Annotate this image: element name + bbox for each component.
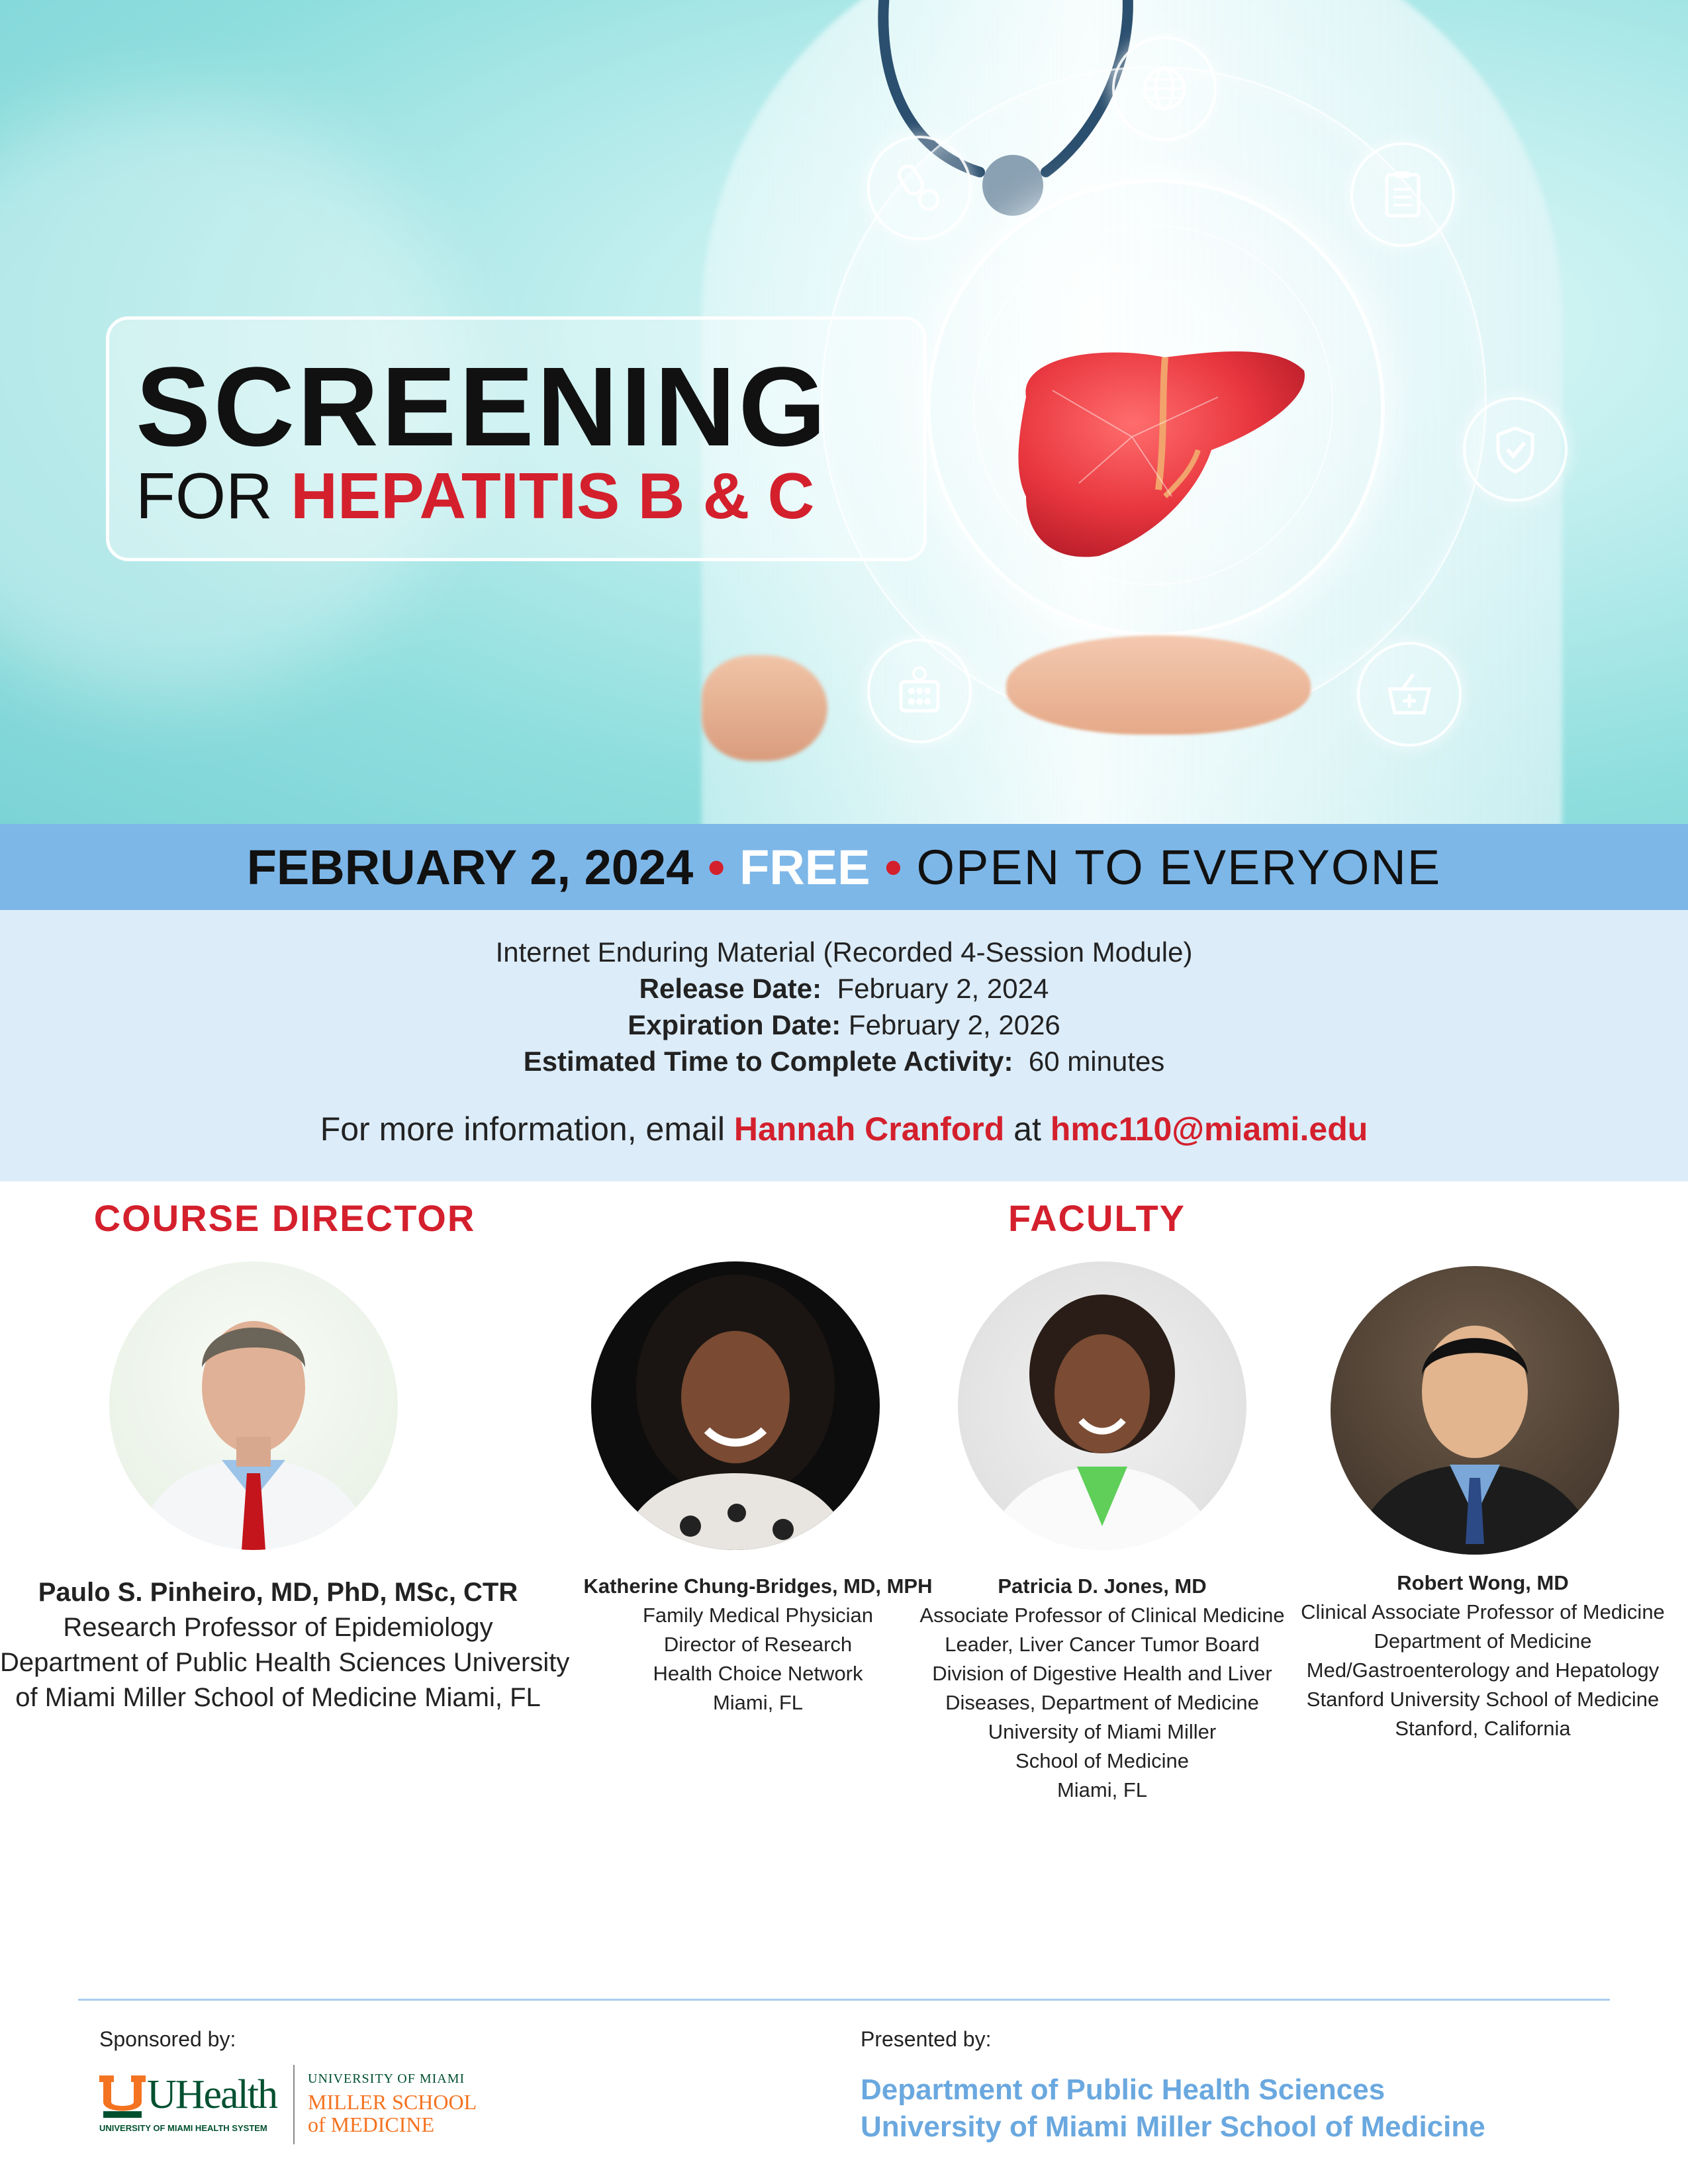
faculty-photo-katherine [591, 1261, 880, 1550]
release-line [0, 973, 1688, 1005]
open-label: OPEN TO EVERYONE [916, 839, 1442, 895]
faculty-name: Robert Wong, MD [1397, 1571, 1569, 1594]
title-line-1: SCREENING [136, 344, 829, 470]
free-label: FREE [739, 839, 870, 895]
faculty-heading: FACULTY [1008, 1197, 1186, 1239]
faculty-line: Miami, FL [712, 1691, 804, 1714]
uhealth-wordmark: UHealth [147, 2072, 277, 2117]
release-label: Release Date: [639, 973, 822, 1004]
hero-banner [0, 0, 1688, 824]
faculty-photo-patricia [958, 1261, 1246, 1550]
logo-divider [293, 2065, 295, 2144]
doctor-hand [1006, 635, 1311, 735]
course-director-heading: COURSE DIRECTOR [93, 1197, 476, 1239]
director-line: of Miami Miller School of Medicine Miami, FL [15, 1683, 541, 1712]
faculty-line: Division of Digestive Health and Liver [932, 1662, 1272, 1685]
faculty-line: Stanford University School of Medicine [1306, 1688, 1660, 1711]
contact-name: Hannah Cranford [733, 1111, 1005, 1148]
time-value: 60 minutes [1028, 1046, 1165, 1077]
director-info [0, 1575, 570, 1715]
faculty-line: Department of Medicine [1374, 1629, 1592, 1653]
faculty-line: Health Choice Network [653, 1662, 863, 1685]
uhealth-subtitle: UNIVERSITY OF MIAMI HEALTH SYSTEM [99, 2123, 267, 2133]
faculty-name: Katherine Chung-Bridges, MD, MPH [583, 1574, 933, 1598]
miller-line-2: MILLER SCHOOL [308, 2090, 477, 2114]
info-band [0, 910, 1688, 1181]
faculty-line: Stanford, California [1395, 1717, 1571, 1740]
faculty-line: Leader, Liver Cancer Tumor Board [945, 1633, 1260, 1656]
faculty-photo-robert [1331, 1266, 1619, 1555]
basket-icon [1357, 642, 1462, 747]
separator-dot: • [708, 839, 726, 895]
miller-school-logo [308, 2071, 477, 2136]
title-line-2-prefix: FOR [136, 459, 291, 532]
clipboard-icon [1350, 142, 1455, 247]
separator-dot: • [884, 839, 902, 895]
title-line-2 [136, 459, 815, 532]
globe-icon [1112, 36, 1217, 141]
format-line: Internet Enduring Material (Recorded 4-Session Module) [495, 936, 1193, 968]
contact-email-link[interactable]: hmc110@miami.edu [1050, 1111, 1368, 1148]
expiration-value: February 2, 2026 [848, 1009, 1060, 1040]
faculty-line: Miami, FL [1056, 1778, 1148, 1801]
faculty-line: School of Medicine [1015, 1749, 1189, 1772]
presenter-line-2: University of Miami Miller School of Medicine [861, 2111, 1485, 2143]
faculty-name: Patricia D. Jones, MD [998, 1574, 1207, 1598]
director-line: Research Professor of Epidemiology [63, 1613, 493, 1642]
release-value: February 2, 2024 [837, 973, 1049, 1004]
presenter-line-1: Department of Public Health Sciences [861, 2073, 1385, 2106]
faculty-line: Clinical Associate Professor of Medicine [1301, 1600, 1665, 1623]
faculty-line: Family Medical Physician [643, 1604, 873, 1627]
date-bar [0, 824, 1688, 910]
director-line: Department of Public Health Sciences University [0, 1648, 570, 1677]
faculty-info-katherine [573, 1572, 943, 1717]
expiration-label: Expiration Date: [628, 1009, 841, 1040]
faculty-info-patricia [917, 1572, 1288, 1805]
contact-line [0, 1110, 1688, 1148]
time-label: Estimated Time to Complete Activity: [523, 1046, 1013, 1077]
faculty-line: Associate Professor of Clinical Medicine [919, 1604, 1285, 1627]
director-name: Paulo S. Pinheiro, MD, PhD, MSc, CTR [38, 1578, 518, 1607]
expiration-line [0, 1009, 1688, 1041]
presented-label: Presented by: [861, 2027, 992, 2051]
miller-line-3: of MEDICINE [308, 2113, 435, 2136]
time-line [0, 1046, 1688, 1077]
faculty-line: Diseases, Department of Medicine [945, 1691, 1259, 1714]
footer-divider [78, 1999, 1610, 2001]
pill-icon [867, 136, 972, 240]
uhealth-logo [99, 2071, 285, 2138]
presenter-name [861, 2071, 1485, 2146]
shield-check-icon [1463, 397, 1568, 502]
doctor-fist [702, 655, 827, 761]
faculty-line: University of Miami Miller [988, 1720, 1217, 1743]
email-prefix: For more information, email [320, 1111, 725, 1148]
faculty-line: Med/Gastroenterology and Hepatology [1306, 1659, 1660, 1682]
event-date: FEBRUARY 2, 2024 [246, 839, 694, 895]
u-logo-icon [99, 2075, 146, 2119]
sponsored-label: Sponsored by: [99, 2027, 236, 2051]
email-mid: at [1013, 1111, 1041, 1148]
title-line-2-highlight: HEPATITIS B & C [291, 459, 815, 532]
medicine-pack-icon [867, 639, 972, 743]
liver-icon [1000, 338, 1317, 563]
miller-line-1: UNIVERSITY OF MIAMI [308, 2071, 465, 2086]
faculty-line: Director of Research [663, 1633, 853, 1656]
faculty-info-robert [1294, 1569, 1671, 1743]
director-photo [109, 1261, 398, 1550]
